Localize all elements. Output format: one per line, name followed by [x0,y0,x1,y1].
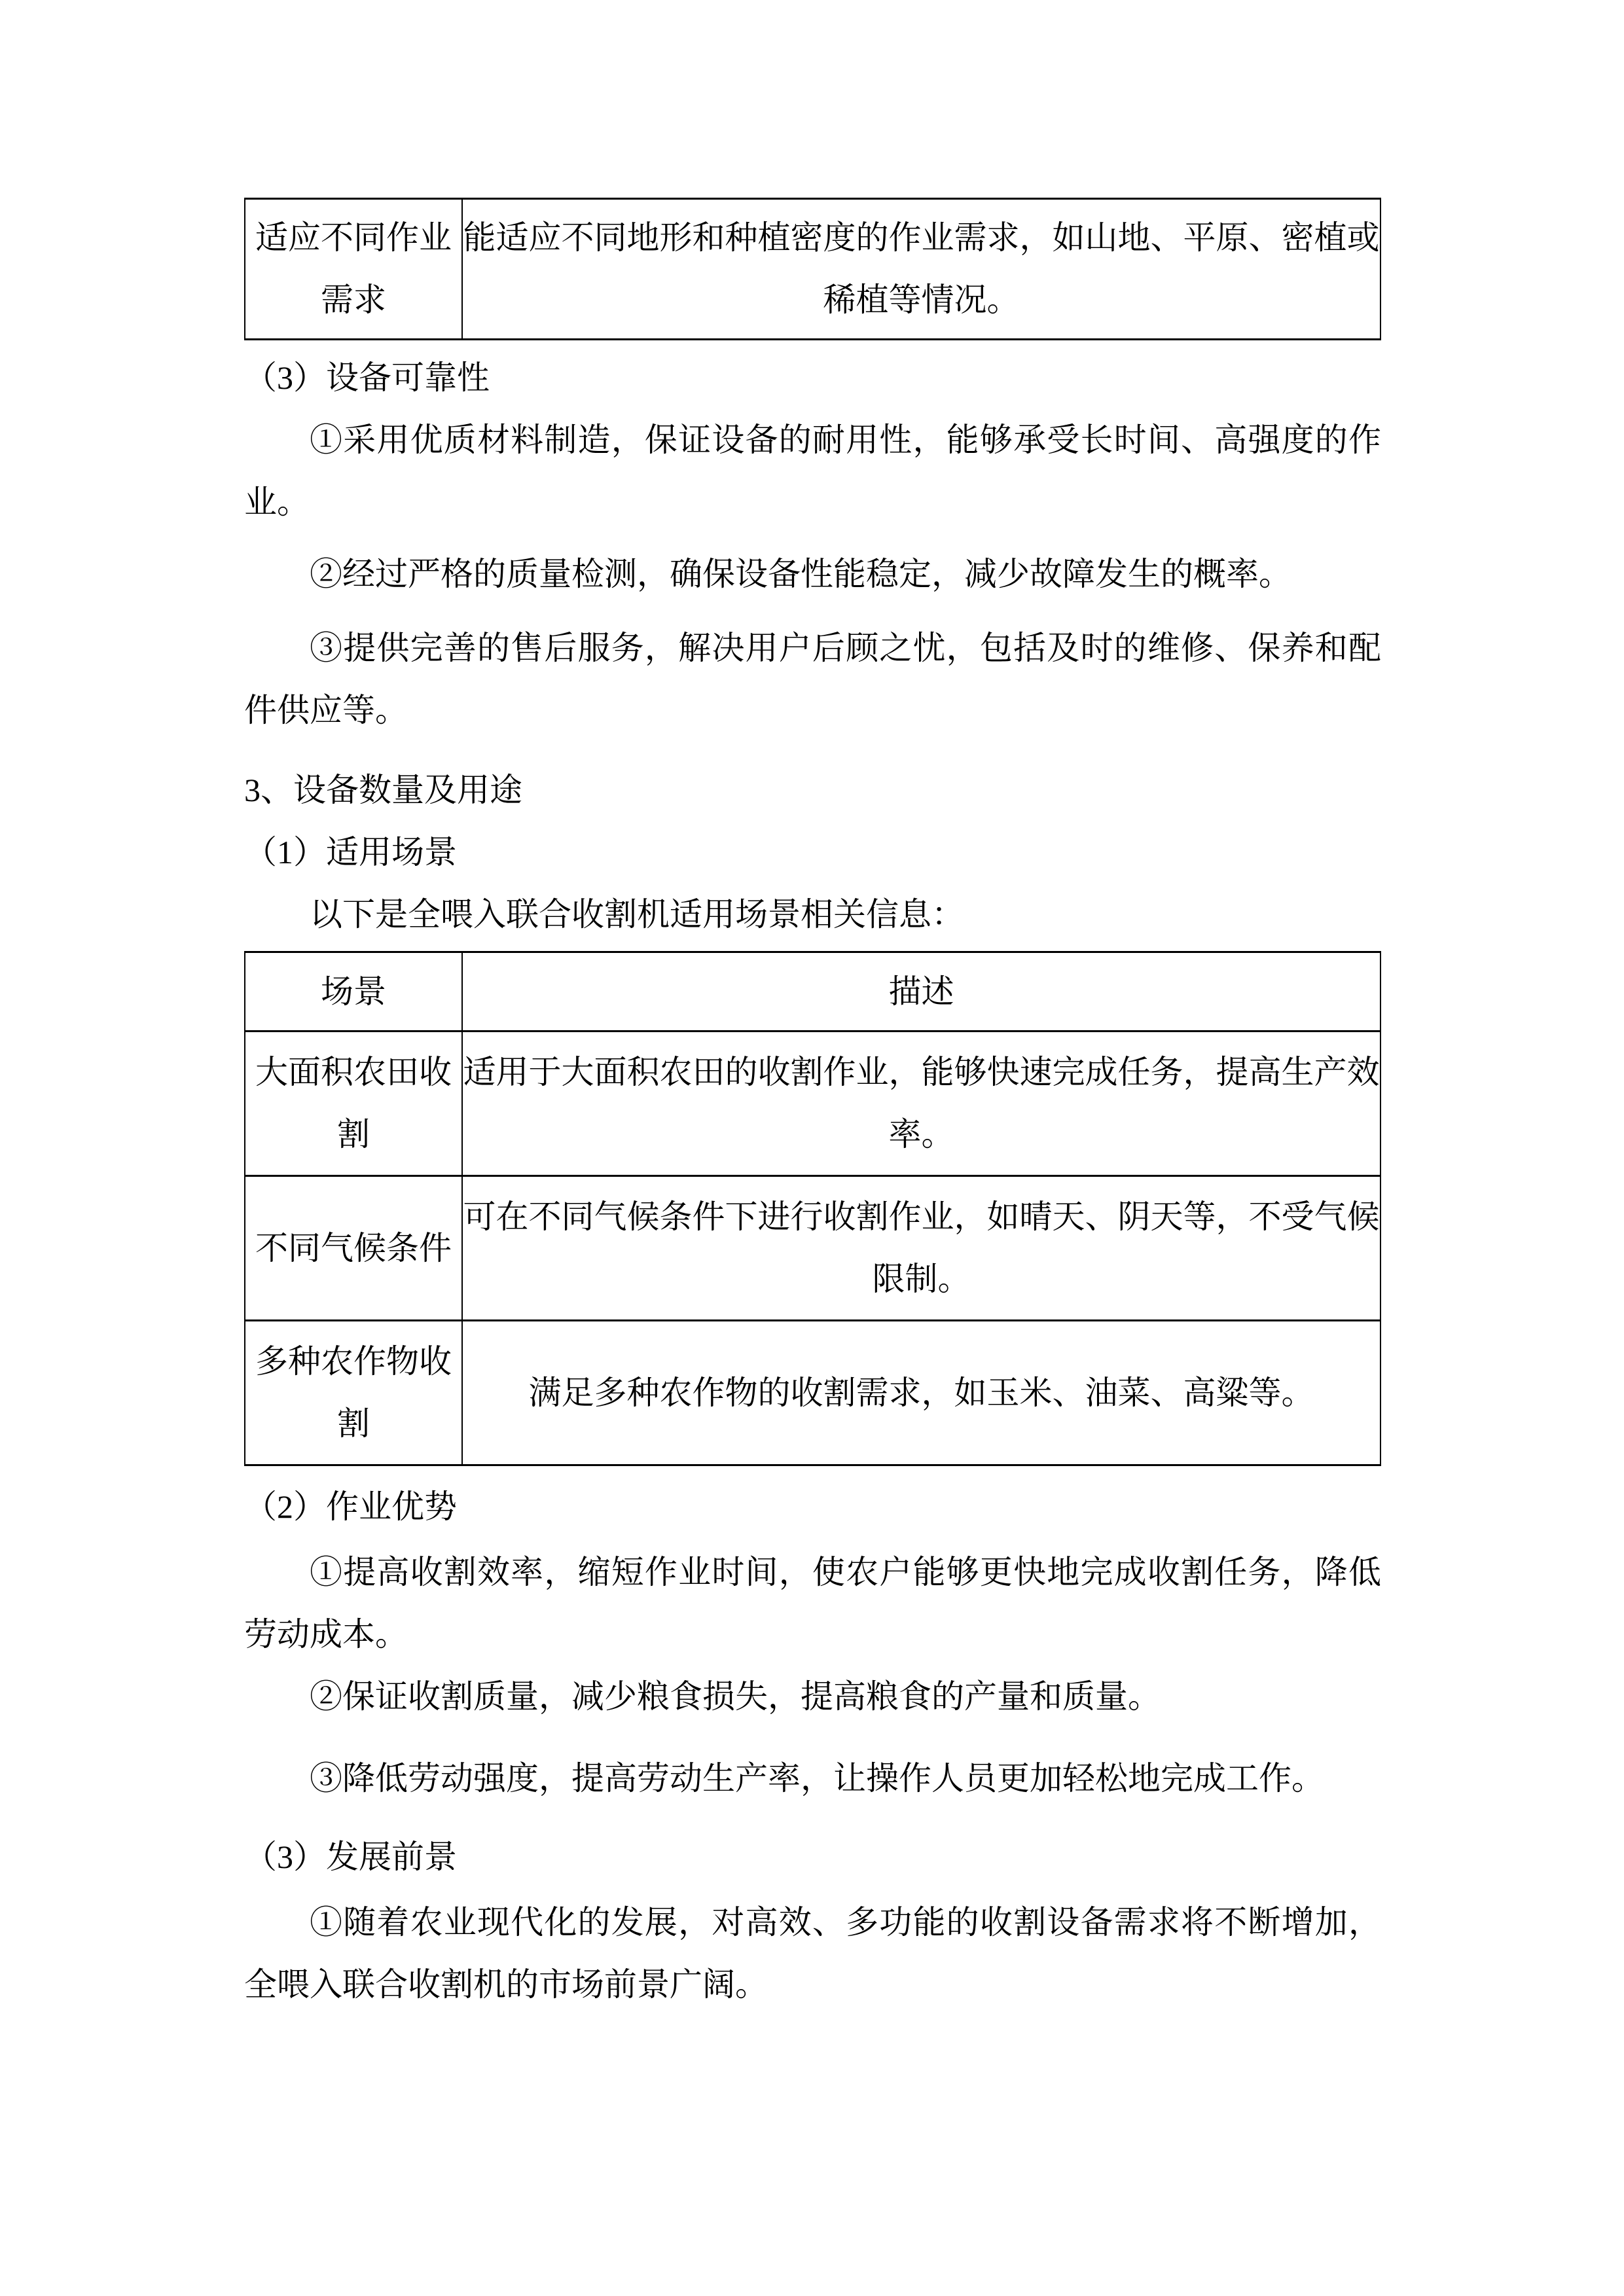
work-needs-table [244,198,1381,340]
table-cell-desc: 可在不同气候条件下进行收割作业，如晴天、阴天等，不受气候限制。 [462,1176,1380,1321]
heading-applicable-scenes: （1）适用场景 [244,834,457,870]
table-cell-desc: 能适应不同地形和种植密度的作业需求，如山地、平原、密植或稀植等情况。 [462,199,1380,340]
table-cell-scene: 适应不同作业需求 [245,199,462,340]
table-cell-scene: 不同气候条件 [245,1176,462,1321]
table-cell-desc: 满足多种农作物的收割需求，如玉米、油菜、高粱等。 [462,1321,1380,1465]
advantage-item-2: ②保证收割质量，减少粮食损失，提高粮食的产量和质量。 [310,1678,1161,1715]
advantage-item-1: ①提高收割效率，缩短作业时间，使农户能够更快地完成收割任务，降低劳动成本。 [244,1554,1381,1653]
table-row [245,1321,1380,1465]
table-header-scene: 场景 [245,952,462,1031]
reliability-item-3: ③提供完善的售后服务，解决用户后顾之忧，包括及时的维修、保养和配件供应等。 [244,630,1381,728]
table-row [245,1031,1380,1176]
table-row [245,1176,1380,1321]
heading-equipment-quantity: 3、设备数量及用途 [244,772,522,808]
heading-equipment-reliability: （3）设备可靠性 [244,359,490,396]
applicable-scenes-table [244,951,1381,1466]
table-header-row [245,952,1380,1031]
table-cell-desc: 适用于大面积农田的收割作业，能够快速完成任务，提高生产效率。 [462,1031,1380,1176]
table-cell-scene: 多种农作物收割 [245,1321,462,1465]
reliability-item-1: ①采用优质材料制造，保证设备的耐用性，能够承受长时间、高强度的作业。 [244,422,1381,520]
heading-operation-advantages: （2）作业优势 [244,1488,457,1525]
heading-development-prospects: （3）发展前景 [244,1839,457,1875]
document-content [244,0,1381,2016]
advantage-item-3: ③降低劳动强度，提高劳动生产率，让操作人员更加轻松地完成工作。 [310,1760,1324,1797]
table-row [245,199,1380,340]
reliability-item-2: ②经过严格的质量检测，确保设备性能稳定，减少故障发生的概率。 [310,556,1291,592]
prospect-item-1: ①随着农业现代化的发展，对高效、多功能的收割设备需求将不断增加，全喂入联合收割机的市场前景广阔。 [244,1904,1381,2003]
scene-table-intro: 以下是全喂入联合收割机适用场景相关信息： [310,896,964,933]
table-cell-scene: 大面积农田收割 [245,1031,462,1176]
table-header-desc: 描述 [462,952,1380,1031]
